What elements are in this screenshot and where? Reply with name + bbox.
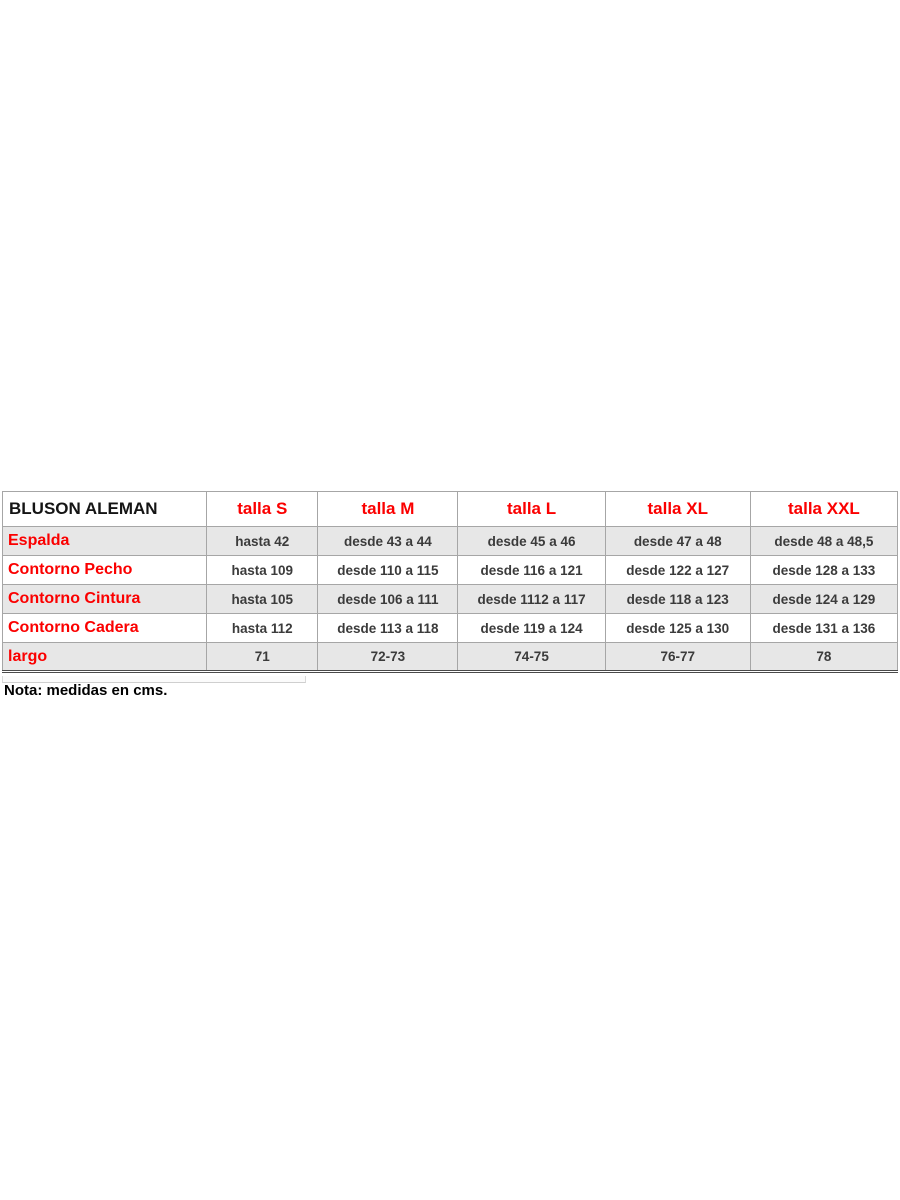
cell-espalda-xxl: desde 48 a 48,5 <box>750 527 897 556</box>
row-label-largo: largo <box>3 643 207 672</box>
cell-largo-l: 74-75 <box>458 643 605 672</box>
column-header-talla-xl: talla XL <box>605 492 750 527</box>
cell-espalda-l: desde 45 a 46 <box>458 527 605 556</box>
row-label-contorno-cintura: Contorno Cintura <box>3 585 207 614</box>
table-row-largo <box>3 643 898 672</box>
cell-cadera-xxl: desde 131 a 136 <box>750 614 897 643</box>
row-label-contorno-cadera: Contorno Cadera <box>3 614 207 643</box>
cell-largo-xxl: 78 <box>750 643 897 672</box>
cell-cadera-s: hasta 112 <box>207 614 318 643</box>
size-table <box>2 491 898 673</box>
table-row-contorno-pecho <box>3 556 898 585</box>
cell-espalda-m: desde 43 a 44 <box>318 527 458 556</box>
table-row-contorno-cadera <box>3 614 898 643</box>
cell-pecho-s: hasta 109 <box>207 556 318 585</box>
cell-pecho-xl: desde 122 a 127 <box>605 556 750 585</box>
table-row-espalda <box>3 527 898 556</box>
cell-cintura-m: desde 106 a 111 <box>318 585 458 614</box>
note-text: Nota: medidas en cms. <box>4 682 168 699</box>
cell-cintura-l: desde 1112 a 117 <box>458 585 605 614</box>
cell-pecho-xxl: desde 128 a 133 <box>750 556 897 585</box>
cell-cadera-xl: desde 125 a 130 <box>605 614 750 643</box>
table-row-contorno-cintura <box>3 585 898 614</box>
cell-largo-m: 72-73 <box>318 643 458 672</box>
row-label-contorno-pecho: Contorno Pecho <box>3 556 207 585</box>
table-title: BLUSON ALEMAN <box>3 492 207 527</box>
cell-cadera-m: desde 113 a 118 <box>318 614 458 643</box>
cell-largo-xl: 76-77 <box>605 643 750 672</box>
cell-cintura-xl: desde 118 a 123 <box>605 585 750 614</box>
cell-espalda-s: hasta 42 <box>207 527 318 556</box>
cell-pecho-m: desde 110 a 115 <box>318 556 458 585</box>
cell-espalda-xl: desde 47 a 48 <box>605 527 750 556</box>
table-header-row <box>3 492 898 527</box>
cell-cintura-xxl: desde 124 a 129 <box>750 585 897 614</box>
row-label-espalda: Espalda <box>3 527 207 556</box>
column-header-talla-s: talla S <box>207 492 318 527</box>
column-header-talla-m: talla M <box>318 492 458 527</box>
column-header-talla-l: talla L <box>458 492 605 527</box>
cell-cadera-l: desde 119 a 124 <box>458 614 605 643</box>
cell-cintura-s: hasta 105 <box>207 585 318 614</box>
column-header-talla-xxl: talla XXL <box>750 492 897 527</box>
cell-pecho-l: desde 116 a 121 <box>458 556 605 585</box>
cell-largo-s: 71 <box>207 643 318 672</box>
